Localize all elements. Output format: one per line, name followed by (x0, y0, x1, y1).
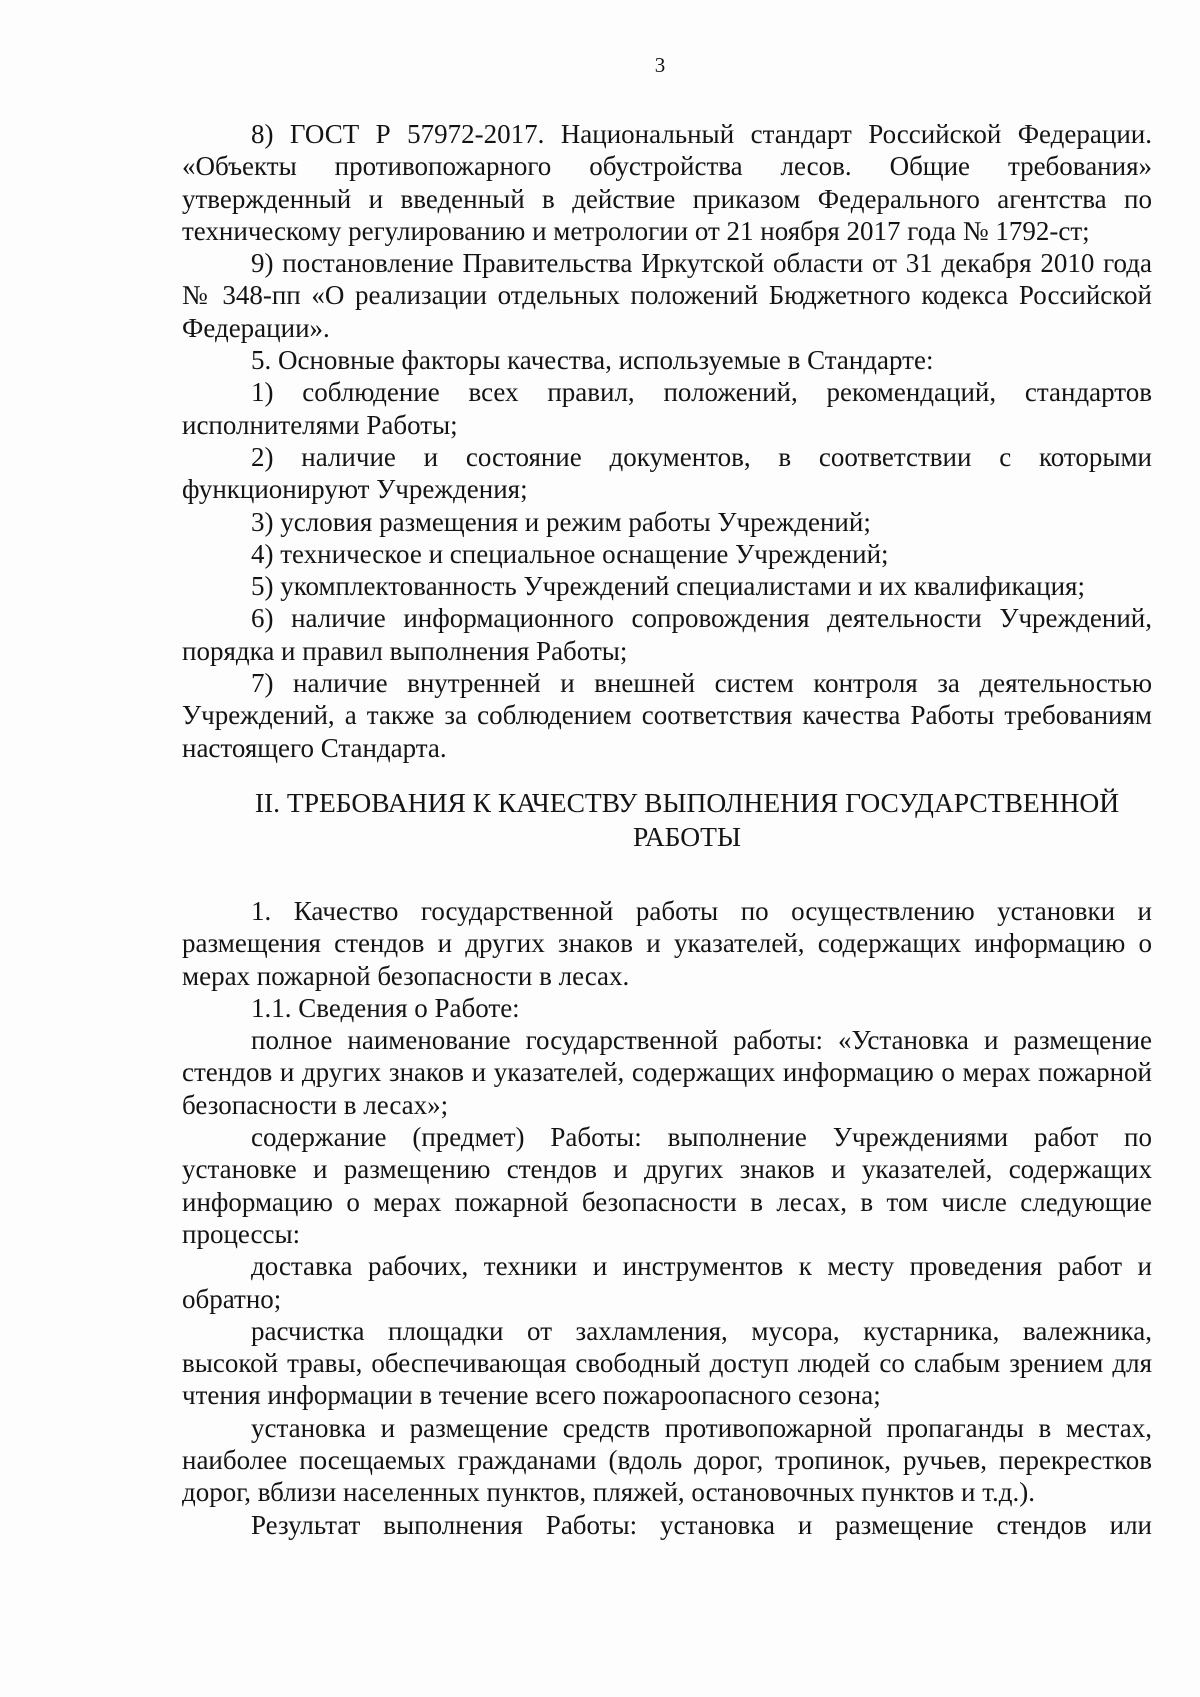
document-body (182, 118, 1152, 1541)
page-number: 3 (654, 53, 666, 77)
paragraph-process-installation: установка и размещение средств противопожарной пропаганды в местах, наиболее посещаемых гражданами (вдоль дорог, тропинок, ручьев, перекрестков дорог, вблизи населенных пунктов, пляжей, остановочных пунктов и т.д.). (182, 1412, 1152, 1508)
paragraph-work-quality: 1. Качество государственной работы по осуществлению установки и размещения стендов и других знаков и указателей, содержащих информацию о мерах пожарной безопасности в лесах. (182, 895, 1152, 991)
list-item-factor-1: 1) соблюдение всех правил, положений, рекомендаций, стандартов исполнителями Работы; (182, 377, 1152, 440)
paragraph-process-clearing: расчистка площадки от захламления, мусора, кустарника, валежника, высокой травы, обеспечивающая свободный доступ людей со слабым зрением для чтения информации в течение всего пожароопасного сезона; (182, 1315, 1152, 1411)
paragraph-process-delivery: доставка рабочих, техники и инструментов к месту проведения работ и обратно; (182, 1251, 1152, 1314)
paragraph-gost-standard: 8) ГОСТ Р 57972-2017. Национальный стандарт Российской Федерации. «Объекты противопожарного обустройства лесов. Общие требования» утвержденный и введенный в действие приказом Федерального агентства по техническому регулированию и метрологии от 21 ноября 2017 года № 1792-ст; (182, 119, 1152, 246)
paragraph-government-resolution: 9) постановление Правительства Иркутской области от 31 декабря 2010 года № 348-пп «О реализации отдельных положений Бюджетного кодекса Российской Федерации». (182, 248, 1152, 343)
list-item-factor-3: 3) условия размещения и режим работы Учреждений; (251, 506, 871, 537)
paragraph-work-full-name: полное наименование государственной работы: «Установка и размещение стендов и других знаков и указателей, содержащих информацию о мерах пожарной безопасности в лесах»; (182, 1025, 1152, 1120)
paragraph-work-content: содержание (предмет) Работы: выполнение Учреждениями работ по установке и размещению стендов и других знаков и указателей, содержащих информацию о мерах пожарной безопасности в лесах, в том числе следующие процессы: (182, 1122, 1152, 1249)
paragraph-quality-factors-intro: 5. Основные факторы качества, используемые в Стандарте: (251, 345, 934, 376)
paragraph-work-info-heading: 1.1. Сведения о Работе: (251, 992, 520, 1023)
list-item-factor-5: 5) укомплектованность Учреждений специалистами и их квалификация; (251, 571, 1085, 602)
section-heading-line-1: II. ТРЕБОВАНИЯ К КАЧЕСТВУ ВЫПОЛНЕНИЯ ГОСУДАРСТВЕННОЙ (254, 786, 1120, 818)
list-item-factor-2: 2) наличие и состояние документов, в соответствии с которыми функционируют Учреждения; (182, 441, 1152, 505)
list-item-factor-7: 7) наличие внутренней и внешней систем контроля за деятельностью Учреждений, а также за соблюдением соответствия качества Работы требованиям настоящего Стандарта. (182, 668, 1152, 763)
section-heading-line-2: РАБОТЫ (633, 820, 741, 852)
section-heading (182, 786, 1152, 854)
list-item-factor-4: 4) техническое и специальное оснащение Учреждений; (251, 538, 889, 569)
paragraph-work-result: Результат выполнения Работы: установка и размещение стендов или (251, 1509, 1152, 1540)
list-item-factor-6: 6) наличие информационного сопровождения деятельности Учреждений, порядка и правил выполнения Работы; (182, 603, 1152, 666)
